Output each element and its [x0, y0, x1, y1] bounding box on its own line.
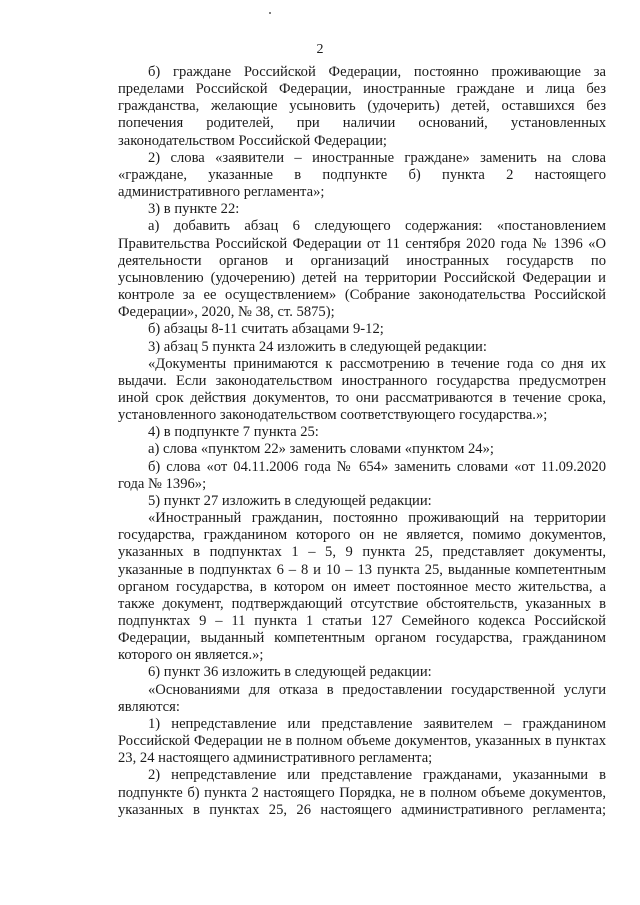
paragraph: а) добавить абзац 6 следующего содержания: «постановлением Правительства Российской Федерации от 11 сентября 2020 года № 1396 «О деятельности органов и организаций иностранных государств по усыновлению (удочерению) детей на территории Российской Федерации и контроле за ее осуществлением» (Собрание законодательства Российской Федерации», 2020, № 38, ст. 5875);: [118, 218, 606, 321]
page-number: 2: [316, 42, 324, 57]
paragraph: а) слова «пунктом 22» заменить словами «пунктом 24»;: [148, 441, 494, 458]
paragraph: «Иностранный гражданин, постоянно проживающий на территории государства, гражданином которого он не является, помимо документов, указанных в подпунктах 1 – 5, 9 пункта 25, представляет документы, указанные в подпунктах 6 – 8 и 10 – 13 пункта 25, выданные компетентным органом государства, в котором он имеет постоянное место жительства, а также документ, подтверждающий отсутствие обстоятельств, указанных в подпунктах 9 – 11 пункта 1 статьи 127 Семейного кодекса Российской Федерации, выданный компетентным органом государства, гражданином которого он является.»;: [118, 510, 606, 664]
paragraph: б) граждане Российской Федерации, постоянно проживающие за пределами Российской Федерации, иностранные граждане и лица без гражданства, желающие усыновить (удочерить) детей, оставшихся без попечения родителей, при наличии оснований, установленных законодательством Российской Федерации;: [118, 64, 606, 149]
scan-speck: [269, 12, 271, 14]
paragraph: 2) слова «заявители – иностранные граждане» заменить на слова «граждане, указанные в подпункте б) пункта 2 настоящего административного регламента»;: [118, 149, 606, 201]
paragraph: б) слова «от 04.11.2006 года № 654» заменить словами «от 11.09.2020 года № 1396»;: [118, 458, 606, 492]
document-body: [118, 64, 606, 819]
paragraph: 2) непредставление или представление гражданами, указанными в подпункте б) пункта 2 настоящего Порядка, не в полном объеме документов, указанных в пунктах 25, 26 настоящего административного регламента;: [118, 767, 606, 818]
paragraph: «Документы принимаются к рассмотрению в течение года со дня их выдачи. Если законодательством иностранного государства предусмотрен иной срок действия документов, то они рассматриваются в течение срока, установленного законодательством соответствующего государства.»;: [118, 355, 606, 424]
paragraph: 3) в пункте 22:: [148, 201, 240, 218]
paragraph: 3) абзац 5 пункта 24 изложить в следующей редакции:: [148, 338, 487, 355]
paragraph: 1) непредставление или представление заявителем – гражданином Российской Федерации не в полном объеме документов, указанных в пунктах 23, 24 настоящего административного регламента;: [118, 715, 606, 767]
paragraph: 6) пункт 36 изложить в следующей редакции:: [148, 664, 432, 681]
paragraph: б) абзацы 8-11 считать абзацами 9-12;: [148, 321, 384, 338]
paragraph: «Основаниями для отказа в предоставлении государственной услуги являются:: [118, 681, 606, 715]
paragraph: 5) пункт 27 изложить в следующей редакции:: [148, 492, 432, 509]
paragraph: 4) в подпункте 7 пункта 25:: [148, 424, 319, 441]
